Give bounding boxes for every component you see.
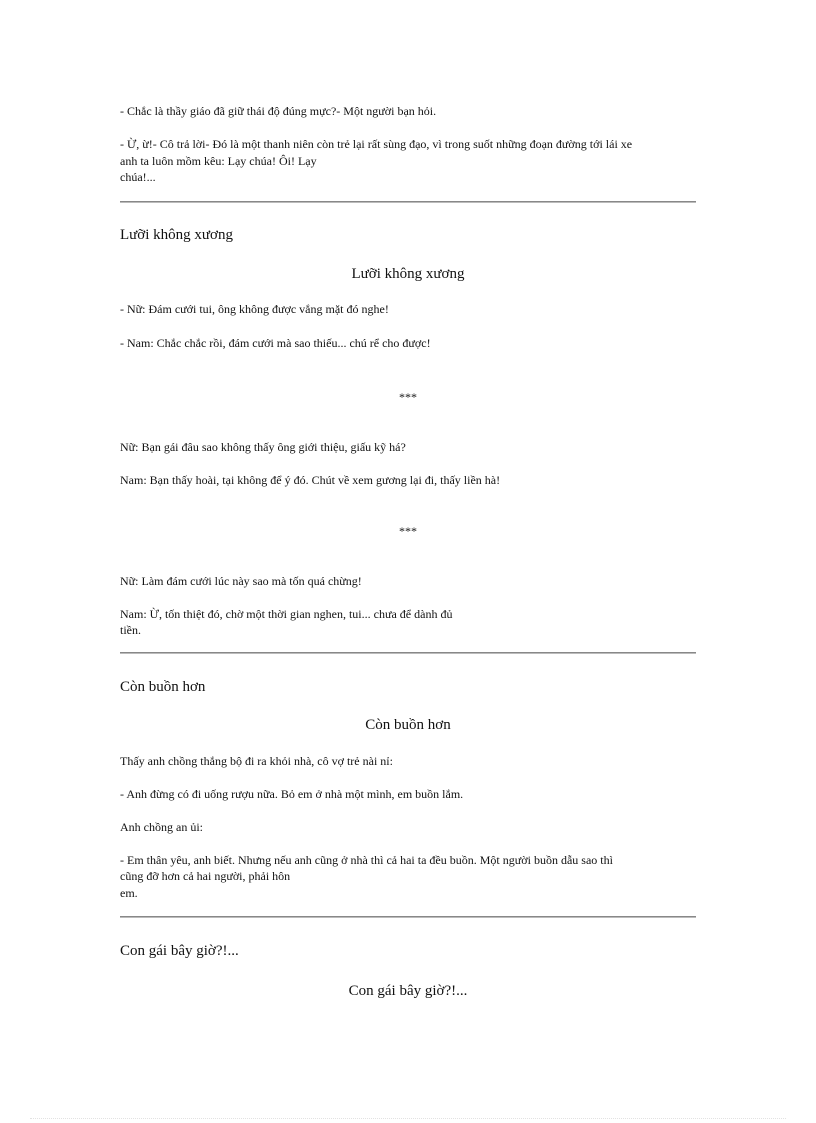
story2-line1: - Nữ: Đám cưới tui, ông không được vắng mặt đó nghe!: [120, 302, 389, 316]
story2-line2: - Nam: Chắc chắc rồi, đám cưới mà sao thiếu... chú rể cho được!: [120, 336, 431, 350]
story1-line2c: chúa!...: [120, 170, 156, 184]
story3-title: Còn buồn hơn: [365, 717, 451, 733]
story1-line2b: anh ta luôn mồm kêu: Lạy chúa! Ôi! Lạy: [120, 154, 317, 168]
section-divider: [120, 201, 696, 203]
story1-line1: - Chắc là thầy giáo đã giữ thái độ đúng mực?- Một người bạn hỏi.: [120, 104, 437, 118]
story4-title: Con gái bây giờ?!...: [348, 983, 468, 999]
story3-heading: Còn buồn hơn: [120, 679, 206, 695]
page-bottom-edge: [30, 1118, 786, 1119]
story2-line5: Nữ: Làm đám cưới lúc này sao mà tốn quá chừng!: [120, 574, 362, 588]
story2-separator: ***: [399, 524, 417, 538]
story4-heading: Con gái bây giờ?!...: [120, 943, 239, 959]
section-divider: [120, 916, 696, 918]
story3-line3: Anh chồng an ủi:: [120, 820, 203, 834]
story1-line2a: - Ừ, ừ!- Cô trả lời- Đó là một thanh niên còn trẻ lại rất sùng đạo, vì trong suốt những đoạn đường tới lái xe: [120, 137, 633, 151]
story2-line6a: Nam: Ừ, tốn thiệt đó, chờ một thời gian nghen, tui... chưa để dành đủ: [120, 607, 453, 621]
story3-line2: - Anh đừng có đi uống rượu nữa. Bỏ em ở nhà một mình, em buồn lắm.: [120, 787, 464, 801]
story2-heading: Lưỡi không xương: [120, 227, 233, 243]
story2-line3: Nữ: Bạn gái đâu sao không thấy ông giới thiệu, giấu kỹ há?: [120, 440, 406, 454]
story3-line4c: em.: [120, 886, 138, 900]
story3-line1: Thấy anh chồng thắng bộ đi ra khỏi nhà, cô vợ trẻ nài nỉ:: [120, 754, 393, 768]
story2-title: Lưỡi không xương: [351, 266, 465, 282]
story2-line6b: tiền.: [120, 623, 141, 637]
story2-separator: ***: [399, 390, 417, 404]
story2-line4: Nam: Bạn thấy hoài, tại không để ý đó. Chút về xem gương lại đi, thấy liền hà!: [120, 473, 501, 487]
story3-line4a: - Em thân yêu, anh biết. Nhưng nếu anh cũng ở nhà thì cả hai ta đều buồn. Một người buồn dẫu sao thì: [120, 853, 613, 867]
story3-line4b: cũng đỡ hơn cả hai người, phải hôn: [120, 869, 291, 883]
section-divider: [120, 652, 696, 654]
